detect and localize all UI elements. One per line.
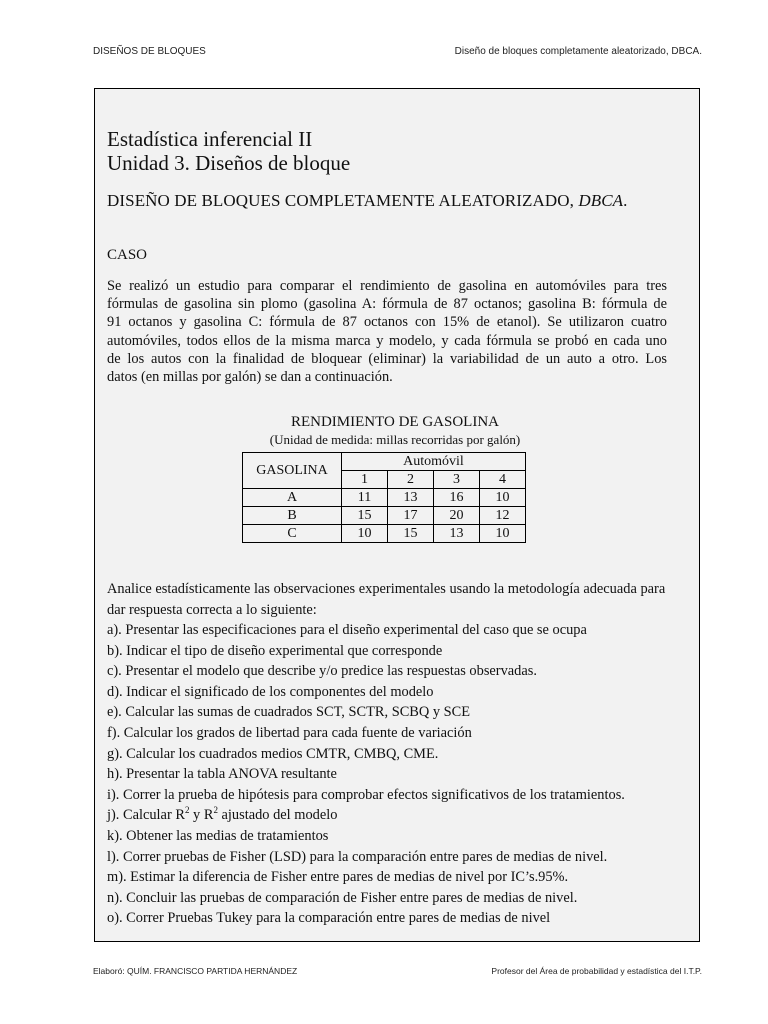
list-item: d). Indicar el significado de los componentes del modelo <box>107 683 434 700</box>
table-cell: 11 <box>342 489 388 507</box>
header-left: DISEÑOS DE BLOQUES <box>93 46 206 57</box>
paragraph-line: datos (en millas por galón) se dan a continuación. <box>107 369 393 386</box>
group-header-cell: Automóvil <box>342 453 526 471</box>
list-item: k). Obtener las medias de tratamientos <box>107 827 329 844</box>
table-cell: 15 <box>388 525 434 543</box>
list-item: n). Concluir las pruebas de comparación de Fisher entre pares de medias de nivel. <box>107 889 578 906</box>
item-j-end: ajustado del modelo <box>217 807 338 824</box>
list-item: c). Presentar el modelo que describe y/o predice las respuestas observadas. <box>107 663 537 680</box>
table-cell: 10 <box>480 525 526 543</box>
list-item: h). Presentar la tabla ANOVA resultante <box>107 766 337 783</box>
page-header <box>93 46 702 62</box>
list-item: i). Correr la prueba de hipótesis para comprobar efectos significativos de los tratamientos. <box>107 786 625 803</box>
list-item: b). Indicar el tipo de diseño experimental que corresponde <box>107 642 443 659</box>
list-item: a). Presentar las especificaciones para el diseño experimental del caso que se ocupa <box>107 622 587 638</box>
footer-right: Profesor del Área de probabilidad y estadística del I.T.P. <box>491 966 702 976</box>
paragraph-line: de los autos con la finalidad de bloquear (eliminar) la variabilidad de un auto a otro. Los <box>107 350 667 367</box>
paragraph-line: 91 octanos y gasolina C: fórmula de 87 octanos con 15% de etanol). Se utilizaron cuatro <box>107 314 667 331</box>
paragraph-line: fórmulas de gasolina sin plomo (gasolina A: fórmula de 87 octanos; gasolina B: fórmula de <box>107 296 667 313</box>
table-cell: 13 <box>434 525 480 543</box>
column-header: 2 <box>388 471 434 489</box>
case-paragraph <box>107 277 667 386</box>
superscript: 2 <box>213 805 218 816</box>
table-cell: 17 <box>388 507 434 525</box>
table-header-row <box>243 453 526 471</box>
table-row <box>243 507 526 525</box>
table-cell: 12 <box>480 507 526 525</box>
data-table <box>242 452 526 543</box>
table-cell: 15 <box>342 507 388 525</box>
item-j-mid: y R <box>189 807 214 824</box>
unit-title: Unidad 3. Diseños de bloque <box>107 151 351 175</box>
table-cell: 20 <box>434 507 480 525</box>
table-row <box>243 525 526 543</box>
table-cell: 10 <box>342 525 388 543</box>
row-label: C <box>243 525 342 543</box>
list-item: f). Calcular los grados de libertad para cada fuente de variación <box>107 724 472 741</box>
section-title-main: DISEÑO DE BLOQUES COMPLETAMENTE ALEATORIZADO, <box>107 191 579 210</box>
page-footer <box>93 966 702 982</box>
table-subtitle: (Unidad de medida: millas recorridas por galón) <box>269 432 521 447</box>
list-item: m). Estimar la diferencia de Fisher entre pares de medias de nivel por IC’s.95%. <box>107 869 569 886</box>
row-header-cell: GASOLINA <box>243 453 342 489</box>
section-title-end: . <box>623 191 628 210</box>
instructions-list <box>107 620 682 929</box>
item-j-start: j). Calcular R <box>107 807 185 824</box>
instructions-intro: Analice estadísticamente las observaciones experimentales usando la metodología adecuada para dar respuesta correcta a lo siguiente: <box>107 581 666 618</box>
footer-left: Elaboró: QUÍM. FRANCISCO PARTIDA HERNÁNDEZ <box>93 966 298 976</box>
row-label: B <box>243 507 342 525</box>
header-right: Diseño de bloques completamente aleatorizado, DBCA. <box>454 46 702 57</box>
column-header: 3 <box>434 471 480 489</box>
table-row <box>243 489 526 507</box>
column-header: 4 <box>480 471 526 489</box>
table-title: RENDIMIENTO DE GASOLINA <box>290 414 500 430</box>
list-item: e). Calcular las sumas de cuadrados SCT, SCTR, SCBQ y SCE <box>107 704 471 721</box>
paragraph-line: Se realizó un estudio para comparar el rendimiento de gasolina en automóviles para tres <box>107 278 667 294</box>
column-header: 1 <box>342 471 388 489</box>
table-cell: 13 <box>388 489 434 507</box>
paragraph-line: automóviles, todos ellos de la misma marca y modelo, y cada fórmula se probó en cada uno <box>107 332 667 349</box>
list-item: l). Correr pruebas de Fisher (LSD) para la comparación entre pares de medias de nivel. <box>107 848 608 865</box>
table-cell: 10 <box>480 489 526 507</box>
content-box <box>94 88 700 942</box>
table-cell: 16 <box>434 489 480 507</box>
list-item: g). Calcular los cuadrados medios CMTR, CMBQ, CME. <box>107 745 439 762</box>
list-item: o). Correr Pruebas Tukey para la comparación entre pares de medias de nivel <box>107 910 551 927</box>
course-title: Estadística inferencial II <box>107 127 313 151</box>
section-title-italic: DBCA <box>578 191 624 210</box>
superscript: 2 <box>184 805 190 816</box>
list-item <box>107 805 682 826</box>
row-label: A <box>243 489 342 507</box>
section-title <box>107 191 628 211</box>
case-label: CASO <box>107 247 148 263</box>
